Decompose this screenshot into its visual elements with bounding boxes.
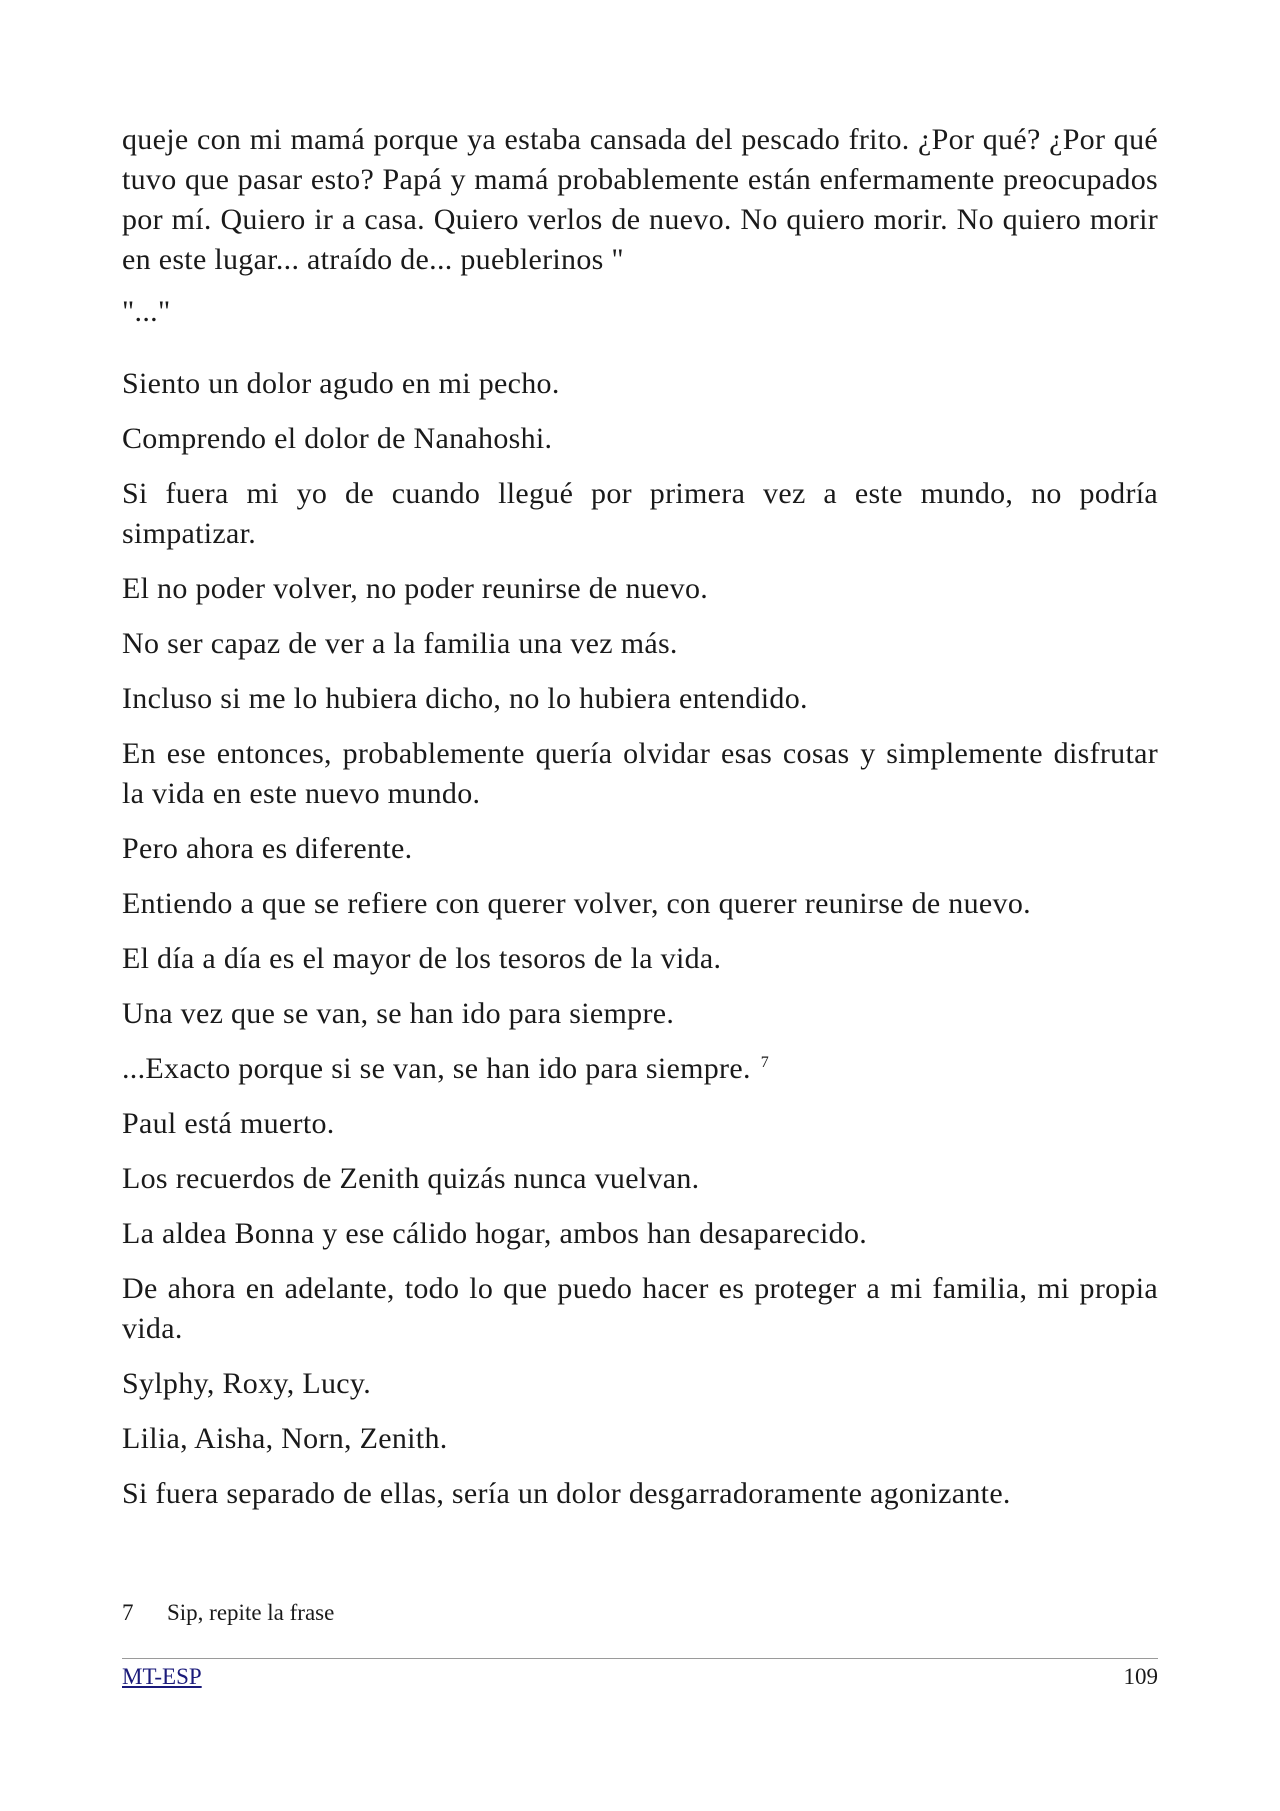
page-footer xyxy=(122,1662,1158,1692)
paragraph: Paul está muerto. xyxy=(122,1107,335,1140)
paragraph: De ahora en adelante, todo lo que puedo hacer es proteger a mi familia, mi propia vida. xyxy=(122,1272,1158,1345)
paragraph: El día a día es el mayor de los tesoros de la vida. xyxy=(122,942,722,975)
paragraph: Siento un dolor agudo en mi pecho. xyxy=(122,367,560,400)
paragraph: Si fuera mi yo de cuando llegué por primera vez a este mundo, no podría simpatizar. xyxy=(122,477,1158,550)
paragraph: "..." xyxy=(122,295,171,328)
paragraph: Si fuera separado de ellas, sería un dolor desgarradoramente agonizante. xyxy=(122,1477,1011,1510)
paragraph: El no poder volver, no poder reunirse de nuevo. xyxy=(122,572,709,605)
paragraph-with-footnote xyxy=(122,1049,1158,1089)
footnote-text: Sip, repite la frase xyxy=(167,1600,335,1625)
page-number: 109 xyxy=(1123,1664,1158,1689)
page-body xyxy=(122,120,1158,1529)
footer-link[interactable]: MT-ESP xyxy=(122,1664,202,1689)
paragraph: Incluso si me lo hubiera dicho, no lo hubiera entendido. xyxy=(122,682,808,715)
paragraph: Entiendo a que se refiere con querer volver, con querer reunirse de nuevo. xyxy=(122,887,1031,920)
paragraph: Comprendo el dolor de Nanahoshi. xyxy=(122,422,553,455)
paragraph: Sylphy, Roxy, Lucy. xyxy=(122,1367,372,1400)
paragraph: Una vez que se van, se han ido para siempre. xyxy=(122,997,675,1030)
paragraph: Lilia, Aisha, Norn, Zenith. xyxy=(122,1422,448,1455)
footnote xyxy=(122,1598,334,1628)
paragraph: Pero ahora es diferente. xyxy=(122,832,413,865)
paragraph-text: ...Exacto porque si se van, se han ido para siempre. xyxy=(122,1052,751,1085)
paragraph: queje con mi mamá porque ya estaba cansada del pescado frito. ¿Por qué? ¿Por qué tuvo que pasar esto? Papá y mamá probablemente están enfermamente preocupados por mí. Quiero ir a casa. Quiero verlos de nuevo. No quiero morir. No quiero morir en este lugar... atraído de... pueblerinos " xyxy=(122,123,1158,276)
footnote-number: 7 xyxy=(122,1600,134,1625)
paragraph: No ser capaz de ver a la familia una vez más. xyxy=(122,627,678,660)
paragraph: En ese entonces, probablemente quería olvidar esas cosas y simplemente disfrutar la vida en este nuevo mundo. xyxy=(122,737,1158,810)
paragraph: La aldea Bonna y ese cálido hogar, ambos han desaparecido. xyxy=(122,1217,868,1250)
paragraph: Los recuerdos de Zenith quizás nunca vuelvan. xyxy=(122,1162,700,1195)
footer-divider xyxy=(122,1658,1158,1659)
footnote-reference[interactable]: 7 xyxy=(760,1054,770,1071)
